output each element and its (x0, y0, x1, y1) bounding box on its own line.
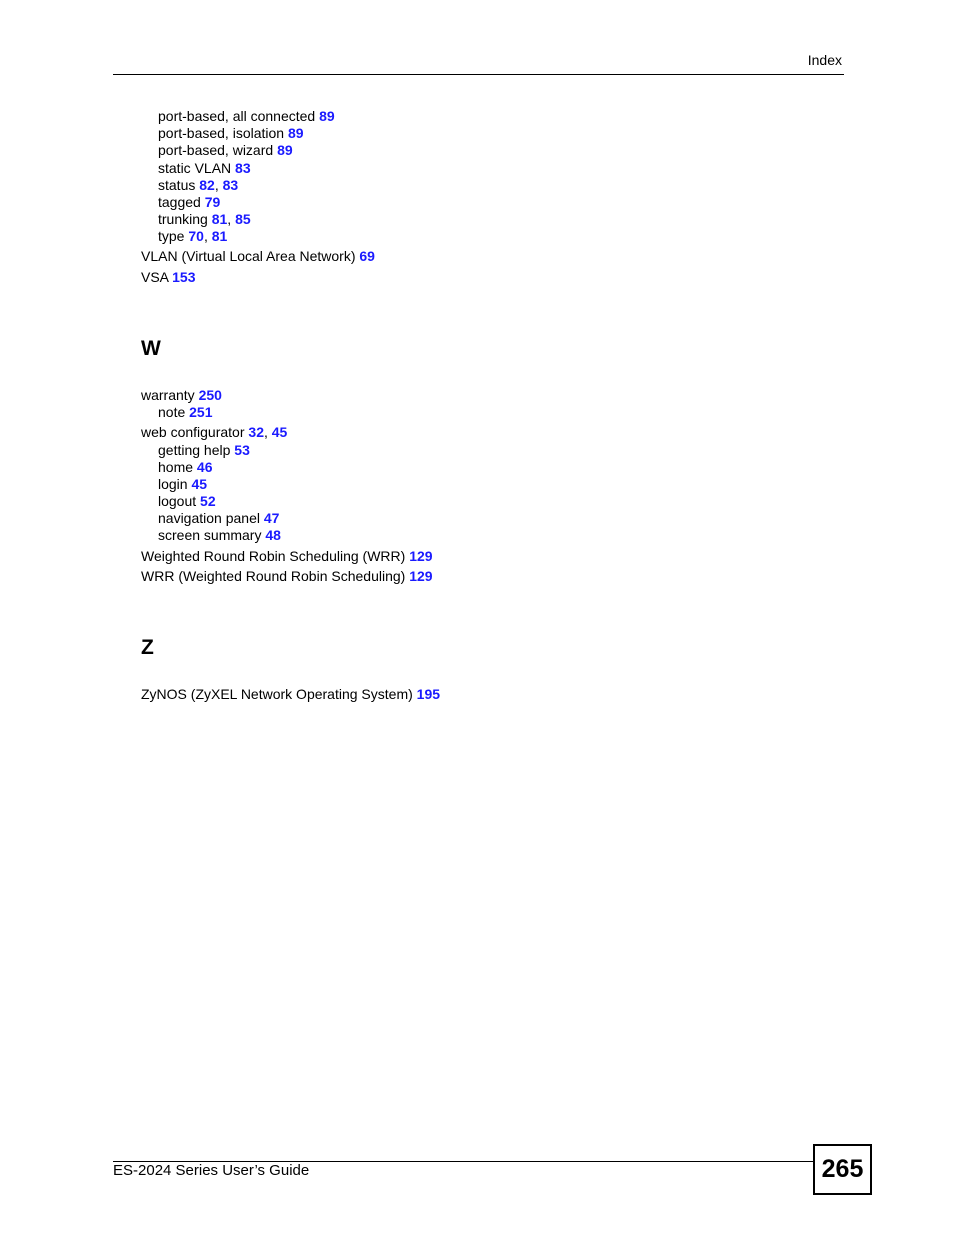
index-entry (158, 527, 281, 544)
index-entry (158, 493, 216, 510)
index-term: port-based, all connected (158, 108, 320, 124)
index-entry (141, 387, 222, 404)
page-reference-link[interactable]: 83 (222, 177, 239, 193)
page-reference-link[interactable]: 32 (248, 424, 264, 440)
page-reference-link[interactable]: 85 (235, 211, 251, 227)
page-reference-link[interactable]: 195 (416, 686, 441, 702)
index-entry (141, 548, 433, 565)
page-reference-link[interactable]: 83 (235, 160, 251, 176)
index-entry (141, 269, 196, 286)
index-term: Weighted Round Robin Scheduling (WRR) (141, 548, 410, 564)
index-entry (158, 142, 293, 159)
page-reference-link[interactable]: 52 (200, 493, 216, 509)
index-term: WRR (Weighted Round Robin Scheduling) (141, 568, 410, 584)
header-rule (113, 74, 844, 75)
index-entry (158, 510, 279, 527)
index-term: logout (158, 493, 201, 509)
page-reference-link[interactable]: 45 (271, 424, 288, 440)
section-letter-z: Z (141, 636, 154, 659)
index-entry (158, 442, 250, 459)
ref-separator: , (214, 177, 223, 193)
page-reference-link[interactable]: 46 (196, 459, 213, 475)
index-entry (141, 686, 440, 703)
index-term: web configurator (141, 424, 249, 440)
page-reference-link[interactable]: 79 (204, 194, 221, 210)
index-entry (158, 211, 251, 228)
page-reference-link[interactable]: 45 (191, 476, 208, 492)
page-reference-link[interactable]: 250 (198, 387, 222, 403)
index-term: warranty (141, 387, 199, 403)
page-number: 265 (813, 1144, 872, 1195)
index-term: trunking (158, 211, 212, 227)
index-entry (158, 108, 335, 125)
index-term: screen summary (158, 527, 266, 543)
index-term: type (158, 228, 189, 244)
page-reference-link[interactable]: 81 (211, 211, 228, 227)
index-term: ZyNOS (ZyXEL Network Operating System) (141, 686, 417, 702)
page-reference-link[interactable]: 82 (199, 177, 215, 193)
index-entry (158, 177, 238, 194)
index-entry (158, 160, 251, 177)
index-term: login (158, 476, 192, 492)
footer-title: ES-2024 Series User’s Guide (113, 1162, 310, 1179)
index-term: note (158, 404, 190, 420)
page-reference-link[interactable]: 81 (211, 228, 228, 244)
index-entry (158, 228, 227, 245)
index-entry (141, 248, 375, 265)
index-term: tagged (158, 194, 205, 210)
header-title: Index (807, 52, 842, 68)
index-entry (158, 459, 213, 476)
section-letter-w: W (141, 337, 161, 360)
index-entry (158, 476, 207, 493)
index-term: port-based, wizard (158, 142, 278, 158)
index-term: port-based, isolation (158, 125, 288, 141)
page-reference-link[interactable]: 53 (234, 442, 250, 458)
index-entry (141, 568, 433, 585)
index-entry (158, 194, 220, 211)
page-reference-link[interactable]: 47 (263, 510, 280, 526)
page-reference-link[interactable]: 129 (409, 568, 433, 584)
page-reference-link[interactable]: 89 (277, 142, 293, 158)
index-entry (141, 424, 287, 441)
index-term: getting help (158, 442, 235, 458)
page-reference-link[interactable]: 153 (172, 269, 196, 285)
page-reference-link[interactable]: 70 (188, 228, 204, 244)
page-reference-link[interactable]: 89 (287, 125, 304, 141)
ref-separator: , (227, 211, 236, 227)
index-term: static VLAN (158, 160, 236, 176)
page-reference-link[interactable]: 89 (319, 108, 335, 124)
page-reference-link[interactable]: 69 (359, 248, 375, 264)
ref-separator: , (203, 228, 212, 244)
index-term: VLAN (Virtual Local Area Network) (141, 248, 360, 264)
index-term: VSA (141, 269, 173, 285)
page-reference-link[interactable]: 48 (265, 527, 281, 543)
index-entry (158, 404, 213, 421)
index-entry (158, 125, 304, 142)
ref-separator: , (263, 424, 272, 440)
page-reference-link[interactable]: 251 (189, 404, 213, 420)
index-term: navigation panel (158, 510, 264, 526)
index-term: status (158, 177, 200, 193)
index-term: home (158, 459, 197, 475)
page-reference-link[interactable]: 129 (409, 548, 433, 564)
